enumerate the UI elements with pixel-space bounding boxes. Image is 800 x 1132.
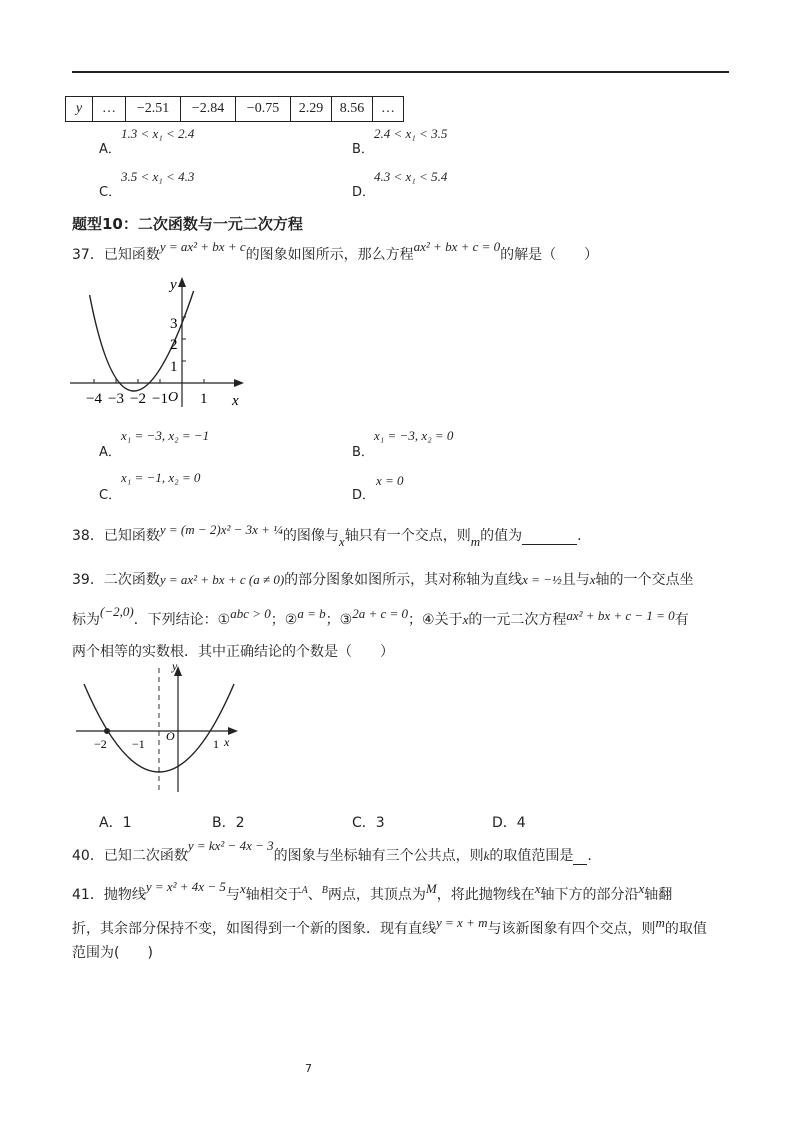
- formula: y = x² + 4x − 5: [145, 879, 226, 894]
- question-37: [72, 239, 599, 264]
- variable: x: [338, 534, 345, 549]
- formula: y = ax² + bx + c (a ≠ 0): [159, 572, 285, 587]
- formula: (−2,0): [100, 604, 134, 619]
- question-text: .: [587, 848, 592, 864]
- option-c: C．3: [352, 815, 385, 831]
- y-axis-label: y: [172, 660, 178, 673]
- variable: A: [301, 885, 308, 896]
- variable: B: [321, 885, 328, 896]
- page-number: 7: [305, 1062, 312, 1075]
- x-tick-label: 1: [200, 391, 208, 407]
- x-tick-label: −1: [132, 737, 145, 751]
- question-39-line1: [72, 569, 694, 589]
- variable: x: [534, 881, 541, 896]
- x-tick-label: −4: [86, 391, 102, 407]
- question-text: 轴的一个交点坐: [595, 572, 694, 588]
- option-label-d: D．: [352, 185, 376, 200]
- question-number: 37．: [72, 247, 104, 263]
- option-b: B．2: [212, 815, 245, 831]
- y-tick-label: 3: [170, 316, 178, 332]
- option-d: D．4: [492, 815, 526, 831]
- question-text: 且与: [561, 572, 590, 588]
- question-text: ，将此抛物线在: [436, 887, 535, 903]
- question-text: 的部分图象如图所示，其对称轴为直线: [284, 572, 523, 588]
- question-text: 的图像与: [282, 528, 339, 544]
- value-table: [65, 96, 404, 122]
- question-text: 已知二次函数: [103, 848, 188, 864]
- variable: x: [589, 572, 596, 587]
- question-38: [72, 522, 582, 549]
- question-39-line2: [72, 604, 689, 629]
- section-title: 题型10：二次函数与一元二次方程: [72, 215, 303, 233]
- table-cell: 2.29: [291, 97, 332, 122]
- question-text: 两点，其顶点为: [327, 887, 426, 903]
- question-text: 的取值范围是: [489, 848, 574, 864]
- question-text: 的取值: [664, 921, 707, 937]
- table-cell: y: [66, 97, 93, 122]
- table-cell: −2.84: [181, 97, 236, 122]
- question-number: 39．: [72, 572, 104, 588]
- variable: x: [462, 612, 469, 627]
- variable: x: [638, 881, 645, 896]
- question-number: 38．: [72, 528, 104, 544]
- option-label-d: D．: [352, 488, 376, 503]
- origin-label: O: [168, 390, 179, 405]
- table-cell: …: [373, 97, 404, 122]
- formula: y = x + m: [436, 915, 488, 930]
- question-text: 轴只有一个交点，则: [344, 528, 471, 544]
- question-text: 标为: [72, 612, 100, 628]
- question-39-line3: 两个相等的实数根．其中正确结论的个数是（ ）: [72, 644, 394, 660]
- option-label-b: B．: [352, 142, 374, 157]
- option-label-a: A．: [99, 142, 121, 157]
- x-tick-label: −2: [94, 737, 107, 751]
- variable: m: [470, 534, 481, 549]
- question-text: 、: [307, 887, 322, 903]
- x-tick-label: −2: [130, 391, 146, 407]
- formula: y = kx² − 4x − 3: [187, 838, 274, 853]
- question-text: ．下列结论：①: [133, 612, 231, 628]
- question-text: 轴相交于: [245, 887, 302, 903]
- question-text: 的图象如图所示，那么方程: [245, 247, 414, 263]
- x-tick-label: 1: [213, 737, 219, 751]
- option-expr-a: x₁ = −3, x₂ = −1: [121, 428, 210, 443]
- option-label-c: C．: [99, 185, 122, 200]
- origin-label: O: [166, 729, 175, 743]
- question-text: 折，其余部分保持不变，如图得到一个新的图象．现有直线: [72, 921, 436, 937]
- question-text: ；③: [325, 612, 353, 628]
- question-text: 的解是（ ）: [500, 247, 599, 263]
- option-label-a: A．: [99, 445, 121, 460]
- y-axis-label: y: [170, 277, 177, 293]
- graph-q39: [72, 660, 242, 795]
- question-text: 轴下方的部分沿: [540, 887, 639, 903]
- question-41-line2: [72, 915, 707, 938]
- x-tick-label: −3: [108, 391, 124, 407]
- question-41-line3: 范围为( ): [72, 945, 153, 961]
- y-tick-label: 2: [170, 337, 178, 353]
- option-expr-c: 3.5 < x₁ < 4.3: [121, 169, 195, 184]
- formula: abc > 0: [230, 606, 271, 621]
- question-text: 已知函数: [103, 528, 160, 544]
- question-40: [72, 838, 592, 865]
- parabola-curve: [90, 291, 194, 391]
- graph-q37: [70, 275, 250, 410]
- x-axis-arrow-icon: [234, 379, 244, 387]
- question-text: 的值为: [480, 528, 523, 544]
- option-expr-a: 1.3 < x₁ < 2.4: [121, 126, 195, 141]
- option-label-b: B．: [352, 445, 374, 460]
- answer-blank[interactable]: [522, 530, 577, 545]
- variable: m: [655, 915, 665, 930]
- header-rule: [72, 71, 729, 73]
- y-axis-arrow-icon: [178, 277, 186, 287]
- option-expr-d: 4.3 < x₁ < 5.4: [374, 169, 448, 184]
- formula: a = b: [297, 606, 326, 621]
- question-text: 与该新图象有四个交点，则: [487, 921, 656, 937]
- question-text: .: [577, 528, 582, 544]
- question-number: 41．: [72, 887, 104, 903]
- y-tick-label: 1: [170, 359, 178, 375]
- question-text: 与: [225, 887, 240, 903]
- table-cell: …: [93, 97, 126, 122]
- option-expr-b: 2.4 < x₁ < 3.5: [374, 126, 448, 141]
- question-text: 二次函数: [103, 572, 160, 588]
- question-41-line1: [72, 879, 673, 904]
- question-text: ；④关于: [408, 612, 463, 628]
- x-axis-arrow-icon: [228, 727, 238, 735]
- question-text: 的一元二次方程: [468, 612, 567, 628]
- option-expr-c: x₁ = −1, x₂ = 0: [121, 470, 201, 485]
- formula: x = −½: [522, 572, 562, 587]
- question-text: 有: [674, 612, 689, 628]
- question-text: 轴翻: [644, 887, 673, 903]
- table-cell: −0.75: [236, 97, 291, 122]
- question-text: 抛物线: [103, 887, 146, 903]
- formula: 2a + c = 0: [352, 606, 409, 621]
- variable: x: [239, 881, 246, 896]
- variable: k: [483, 848, 490, 863]
- x-axis-label: x: [224, 735, 230, 749]
- question-number: 40．: [72, 848, 104, 864]
- option-expr-d: x = 0: [376, 473, 404, 488]
- formula: y = ax² + bx + c: [159, 239, 246, 254]
- option-expr-b: x₁ = −3, x₂ = 0: [374, 428, 454, 443]
- formula: y = (m − 2)x² − 3x + ¼: [159, 522, 283, 537]
- intercept-point: [104, 728, 110, 734]
- variable: M: [425, 881, 437, 896]
- formula: ax² + bx + c − 1 = 0: [566, 608, 675, 623]
- table-cell: 8.56: [332, 97, 373, 122]
- question-text: 已知函数: [103, 247, 160, 263]
- question-text: 的图象与坐标轴有三个公共点，则: [273, 848, 484, 864]
- answer-blank[interactable]: [573, 850, 587, 865]
- formula: ax² + bx + c = 0: [413, 239, 501, 254]
- option-label-c: C．: [99, 488, 122, 503]
- x-axis-label: x: [232, 393, 239, 409]
- table-cell: −2.51: [126, 97, 181, 122]
- x-tick-label: −1: [152, 391, 168, 407]
- question-text: ；②: [270, 612, 298, 628]
- option-a: A．1: [99, 815, 132, 831]
